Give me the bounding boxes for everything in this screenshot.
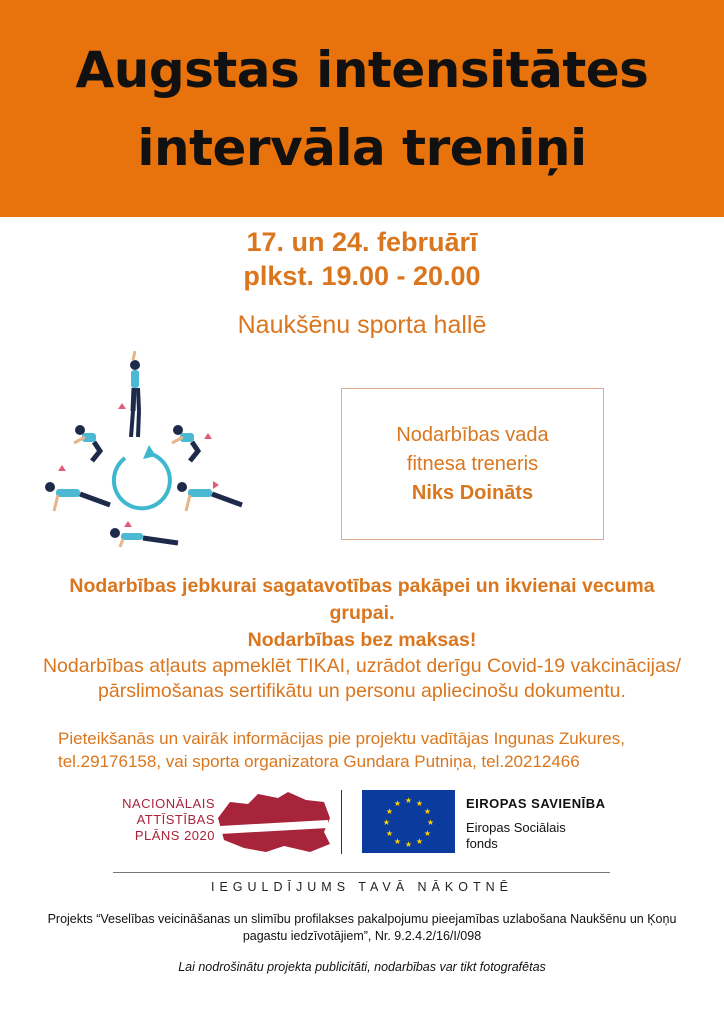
svg-text:★: ★ (423, 807, 432, 816)
squat-person-right-icon (172, 425, 198, 461)
svg-text:★: ★ (415, 799, 424, 808)
contact-info (58, 727, 698, 773)
svg-text:★: ★ (382, 818, 391, 827)
funding-logos (110, 786, 620, 858)
schedule (0, 225, 724, 293)
audience-text: Nodarbības jebkurai sagatavotības pakāpei un ikvienai vecuma grupai. (69, 575, 655, 624)
cycle-arrow-icon (114, 445, 170, 508)
photo-notice: Lai nodrošinātu projekta publicitāti, nodarbības var tikt fotografētas (178, 960, 546, 974)
svg-text:★: ★ (415, 837, 424, 846)
title-line-2: intervāla treniņi (137, 118, 587, 177)
title-banner (0, 0, 724, 217)
title-line-1: Augstas intensitātes (75, 40, 649, 99)
latvia-map-icon (214, 788, 334, 856)
nap-line-1: NACIONĀLAIS (122, 796, 215, 811)
project-description: Projekts “Veselības veicināšanas un slimību profilakses pakalpojumu pieejamības uzlabošana Naukšēnu un Ķoņu pagastu iedzīvotājiem”, Nr. 9.2.4.2/16/I/098 (47, 912, 677, 943)
svg-text:★: ★ (385, 807, 394, 816)
svg-text:★: ★ (426, 818, 435, 827)
event-dates: 17. un 24. februārī (246, 227, 478, 257)
eu-sub-line-2: fonds (466, 836, 498, 851)
squat-person-left-icon (74, 425, 100, 461)
jumping-person-icon (130, 351, 140, 437)
svg-text:★: ★ (404, 840, 413, 849)
eu-subtitle (466, 820, 566, 852)
svg-text:★: ★ (393, 799, 402, 808)
svg-text:★: ★ (423, 829, 432, 838)
pushup-person-bottom-icon (110, 528, 178, 547)
svg-text:★: ★ (393, 837, 402, 846)
eu-sub-line-1: Eiropas Sociālais (466, 820, 566, 835)
tagline: IEGULDĪJUMS TAVĀ NĀKOTNĒ (211, 880, 513, 894)
nap-line-2: ATTĪSTĪBAS (136, 812, 215, 827)
trainer-line-1: Nodarbības vada (396, 423, 549, 446)
svg-text:★: ★ (385, 829, 394, 838)
event-time: plkst. 19.00 - 20.00 (243, 261, 481, 291)
exercise-cycle-illustration (30, 345, 260, 560)
trainer-info-box (341, 388, 604, 540)
logo-divider (341, 790, 342, 854)
nap-logo-text (110, 796, 215, 844)
event-venue: Naukšēnu sporta hallē (237, 311, 487, 339)
plank-person-right-icon (177, 482, 242, 511)
contact-line-1: Pieteikšanās un vairāk informācijas pie projektu vadītājas Ingunas Zukures, (58, 729, 625, 748)
divider-line (113, 872, 610, 873)
plank-person-left-icon (45, 482, 110, 511)
covid-requirement-text: Nodarbības atļauts apmeklēt TIKAI, uzrādot derīgu Covid-19 vakcinācijas/ pārslimošanas sertifikātu un personu apliecinošu dokumentu. (42, 655, 682, 702)
trainer-line-2: fitnesa treneris (406, 452, 539, 475)
eu-title: EIROPAS SAVIENĪBA (466, 796, 606, 811)
trainer-name: Niks Doināts (411, 481, 534, 504)
contact-line-2: tel.29176158, vai sporta organizatora Gundara Putniņa, tel.20212466 (58, 752, 580, 771)
info-section (40, 573, 684, 704)
nap-line-3: PLĀNS 2020 (134, 828, 215, 843)
free-of-charge-text: Nodarbības bez maksas! (247, 629, 477, 651)
eu-flag-icon (362, 790, 455, 853)
svg-text:★: ★ (404, 796, 413, 805)
